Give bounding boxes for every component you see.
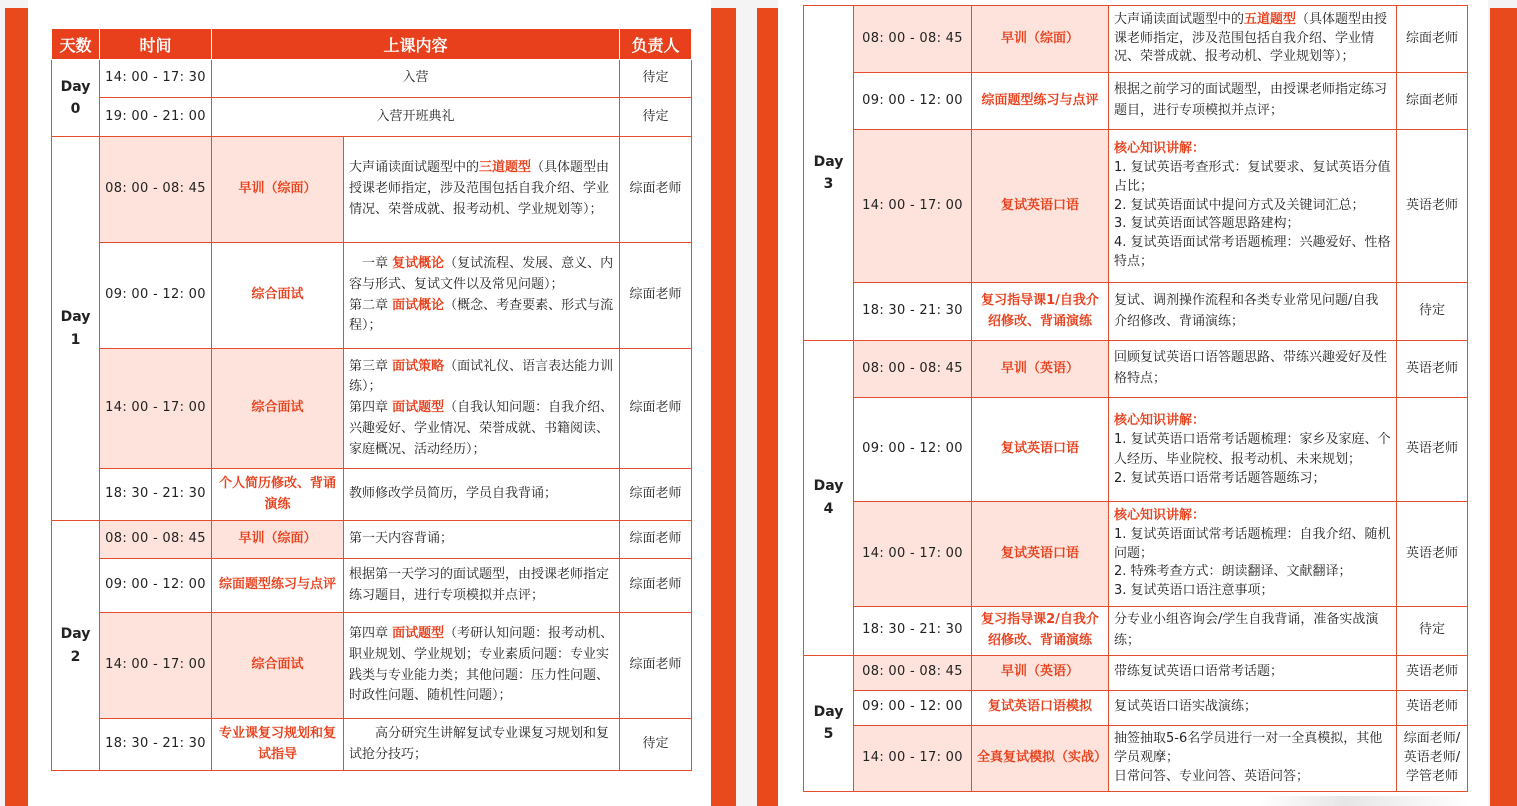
- topic-cell: 早训（综面）: [972, 6, 1109, 73]
- content-cell: 高分研究生讲解复试专业课复习规划和复试抢分技巧；: [344, 719, 620, 771]
- content-cell: [344, 243, 620, 349]
- topic-cell: 综合面试: [212, 243, 344, 349]
- table-row: [52, 98, 692, 137]
- content-line: 抽签抽取5-6名学员进行一对一全真模拟，其他学员观摩；: [1114, 730, 1383, 765]
- content-cell: [1109, 502, 1397, 607]
- table-row: [52, 137, 692, 243]
- resp-cell: 综面老师: [1397, 6, 1468, 73]
- topic-cell: 早训（综面）: [212, 137, 344, 243]
- content-cell: [344, 137, 620, 243]
- content-cell: [1109, 398, 1397, 502]
- table-row: [52, 613, 692, 719]
- header-content: 上课内容: [212, 29, 620, 60]
- topic-cell: 全真复试模拟（实战）: [972, 725, 1109, 791]
- resp-cell: 综面老师: [620, 521, 692, 559]
- table-row: [804, 130, 1468, 283]
- header-resp: 负责人: [620, 29, 692, 60]
- day-label: Day 4: [804, 341, 854, 656]
- topic-cell: 复试英语口语: [972, 130, 1109, 283]
- content-cell: 根据第一天学习的面试题型，由授课老师指定练习题目，进行专项模拟并点评；: [344, 559, 620, 613]
- content-line: 1. 复试英语口语常考话题梳理：家乡及家庭、个人经历、毕业院校、报考动机、未来规划；: [1114, 432, 1391, 467]
- table-row: [804, 283, 1468, 341]
- time-cell: 14: 00 - 17: 30: [100, 60, 212, 98]
- resp-cell: 综面老师: [620, 559, 692, 613]
- resp-cell: 待定: [620, 719, 692, 771]
- topic-cell: 早训（综面）: [212, 521, 344, 559]
- content-highlight: 面试题型: [392, 625, 445, 641]
- left-edge-strip: [5, 8, 28, 806]
- resp-line: 综面老师/: [1403, 730, 1461, 746]
- content-highlight: 五道题型: [1244, 11, 1297, 27]
- time-cell: 09: 00 - 12: 00: [100, 243, 212, 349]
- time-cell: 08: 00 - 08: 45: [854, 341, 972, 398]
- resp-cell: 待定: [1397, 607, 1468, 656]
- day-label: Day 2: [52, 521, 100, 771]
- content-line: 2. 复试英语面试中提问方式及关键词汇总；: [1114, 197, 1365, 213]
- topic-cell: 早训（英语）: [972, 341, 1109, 398]
- resp-cell: 英语老师: [1397, 398, 1468, 502]
- time-cell: 18: 30 - 21: 30: [100, 469, 212, 521]
- time-cell: 08: 00 - 08: 45: [854, 6, 972, 73]
- topic-cell: 综面题型练习与点评: [212, 559, 344, 613]
- content-cell: 第四章 面试题型（考研认知问题：报考动机、职业规划、学业规划；专业素质问题：专业实践类与专业能力类；其他问题：压力性问题、时政性问题、随机性问题）；: [344, 613, 620, 719]
- topic-cell: 复习指导课2/自我介绍修改、背诵演练: [972, 607, 1109, 656]
- content-line: 2. 特殊考查方式：朗读翻译、文献翻译；: [1114, 564, 1352, 580]
- content-line: 1. 复试英语面试常考话题梳理：自我介绍、随机问题；: [1114, 526, 1391, 561]
- table-row: [804, 690, 1468, 725]
- day-label: Day 0: [52, 60, 100, 137]
- content-cell: 分专业小组咨询会/学生自我背诵，准备实战演练；: [1109, 607, 1397, 656]
- right-edge-strip: [1490, 8, 1517, 806]
- resp-cell: 英语老师: [1397, 502, 1468, 607]
- content-cell: 带练复试英语口语常考话题；: [1109, 655, 1397, 690]
- content-line: 4. 复试英语面试常考语题梳理：兴趣爱好、性格特点；: [1114, 235, 1391, 270]
- resp-cell: 英语老师: [1397, 690, 1468, 725]
- content-cell: 入营开班典礼: [212, 98, 620, 137]
- schedule-table-right: [803, 5, 1468, 792]
- time-cell: 14: 00 - 17: 00: [854, 502, 972, 607]
- topic-cell: 复试英语口语: [972, 398, 1109, 502]
- header-day: 天数: [52, 29, 100, 60]
- header-time: 时间: [100, 29, 212, 60]
- resp-line: 英语老师/: [1403, 749, 1461, 765]
- time-cell: 18: 30 - 21: 30: [100, 719, 212, 771]
- content-highlight: 三道题型: [479, 160, 532, 176]
- resp-cell: 综面老师: [1397, 73, 1468, 130]
- content-line: 1. 复试英语考查形式：复试要求、复试英语分值占比；: [1114, 159, 1391, 194]
- topic-cell: 个人简历修改、背诵演练: [212, 469, 344, 521]
- topic-cell: 综合面试: [212, 613, 344, 719]
- content-cell: 入营: [212, 60, 620, 98]
- time-cell: 14: 00 - 17: 00: [854, 725, 972, 791]
- resp-cell: 综面老师: [620, 243, 692, 349]
- time-cell: 09: 00 - 12: 00: [854, 73, 972, 130]
- content-cell: [1109, 130, 1397, 283]
- content-line: 日常问答、专业问答、英语问答；: [1114, 768, 1310, 784]
- resp-cell: 待定: [1397, 283, 1468, 341]
- content-line: 一章 复试概论（复试流程、发展、意义、内容与形式、复试文件以及常见问题）；: [349, 255, 614, 292]
- table-row: [52, 349, 692, 469]
- content-heading: 核心知识讲解：: [1114, 507, 1206, 523]
- content-cell: 复试英语口语实战演练；: [1109, 690, 1397, 725]
- resp-cell: 综面老师: [620, 613, 692, 719]
- content-line: 第四章 面试题型（自我认知问题：自我介绍、兴趣爱好、学业情况、荣誉成就、书籍阅读、家庭概况、活动经历）；: [349, 400, 614, 457]
- table-row: [52, 60, 692, 98]
- time-cell: 09: 00 - 12: 00: [854, 690, 972, 725]
- resp-line: 学管老师: [1405, 768, 1458, 784]
- content-line: 3. 复试英语口语注意事项；: [1114, 583, 1274, 599]
- resp-cell: 英语老师: [1397, 341, 1468, 398]
- time-cell: 09: 00 - 12: 00: [854, 398, 972, 502]
- content-line: 第二章 面试概论（概念、考查要素、形式与流程）；: [349, 297, 614, 334]
- time-cell: 08: 00 - 08: 45: [100, 521, 212, 559]
- table-row: [804, 6, 1468, 73]
- content-text: （具体题型由授课老师指定，涉及范围包括自我介绍、学业情况、荣誉成就、报考动机、学业规划等）；: [349, 160, 610, 217]
- table-row: [52, 559, 692, 613]
- table-row: [804, 607, 1468, 656]
- table-row: [804, 725, 1468, 791]
- topic-cell: 专业课复习规划和复试指导: [212, 719, 344, 771]
- content-line: 2. 复试英语口语常考话题答题练习；: [1114, 471, 1326, 486]
- resp-cell: 待定: [620, 98, 692, 137]
- content-cell: 第一天内容背诵；: [344, 521, 620, 559]
- resp-cell: 综面老师: [620, 349, 692, 469]
- content-cell: 教师修改学员简历，学员自我背诵；: [344, 469, 620, 521]
- content-cell: [344, 349, 620, 469]
- content-cell: 复试、调剂操作流程和各类专业常见问题/自我介绍修改、背诵演练；: [1109, 283, 1397, 341]
- table-row: [52, 521, 692, 559]
- table-row: [804, 73, 1468, 130]
- middle-strip-right: [757, 8, 778, 806]
- topic-cell: 早训（英语）: [972, 655, 1109, 690]
- resp-cell: 综面老师: [620, 137, 692, 243]
- table-row: [52, 243, 692, 349]
- content-line: 3. 复试英语面试答题思路建构；: [1114, 216, 1300, 232]
- schedule-table-left: [51, 28, 692, 771]
- table-row: [804, 655, 1468, 690]
- content-heading: 核心知识讲解：: [1114, 412, 1206, 428]
- bottom-fade: [1260, 796, 1470, 806]
- table-row: [804, 502, 1468, 607]
- resp-cell: [1397, 725, 1468, 791]
- topic-cell: 综合面试: [212, 349, 344, 469]
- content-line: 第三章 面试策略（面试礼仪、语言表达能力训练）；: [349, 358, 614, 395]
- table-header: [52, 29, 692, 60]
- time-cell: 08: 00 - 08: 45: [100, 137, 212, 243]
- time-cell: 14: 00 - 17: 00: [100, 349, 212, 469]
- topic-cell: 综面题型练习与点评: [972, 73, 1109, 130]
- middle-strip-left: [711, 8, 736, 806]
- table-row: [804, 341, 1468, 398]
- time-cell: 18: 30 - 21: 30: [854, 283, 972, 341]
- day-label: Day 5: [804, 655, 854, 791]
- table-row: [52, 469, 692, 521]
- topic-cell: 复试英语口语模拟: [972, 690, 1109, 725]
- time-cell: 19: 00 - 21: 00: [100, 98, 212, 137]
- content-cell: 根据之前学习的面试题型，由授课老师指定练习题目，进行专项模拟并点评；: [1109, 73, 1397, 130]
- resp-cell: 综面老师: [620, 469, 692, 521]
- time-cell: 14: 00 - 17: 00: [854, 130, 972, 283]
- table-row: [804, 398, 1468, 502]
- day-label: Day 3: [804, 6, 854, 341]
- day-label: Day 1: [52, 137, 100, 521]
- content-cell: [1109, 725, 1397, 791]
- content-cell: 回顾复试英语口语答题思路、带练兴趣爱好及性格特点；: [1109, 341, 1397, 398]
- topic-cell: 复习指导课1/自我介绍修改、背诵演练: [972, 283, 1109, 341]
- time-cell: 14: 00 - 17: 00: [100, 613, 212, 719]
- time-cell: 18: 30 - 21: 30: [854, 607, 972, 656]
- content-heading: 核心知识讲解：: [1114, 141, 1206, 157]
- table-row: [52, 719, 692, 771]
- content-cell: 大声诵读面试题型中的五道题型（具体题型由授课老师指定，涉及范围包括自我介绍、学业情况、荣誉成就、报考动机、学业规划等）；: [1109, 6, 1397, 73]
- resp-cell: 英语老师: [1397, 655, 1468, 690]
- time-cell: 09: 00 - 12: 00: [100, 559, 212, 613]
- resp-cell: 英语老师: [1397, 130, 1468, 283]
- topic-cell: 复试英语口语: [972, 502, 1109, 607]
- time-cell: 08: 00 - 08: 45: [854, 655, 972, 690]
- content-text: 大声诵读面试题型中的: [349, 160, 480, 176]
- resp-cell: 待定: [620, 60, 692, 98]
